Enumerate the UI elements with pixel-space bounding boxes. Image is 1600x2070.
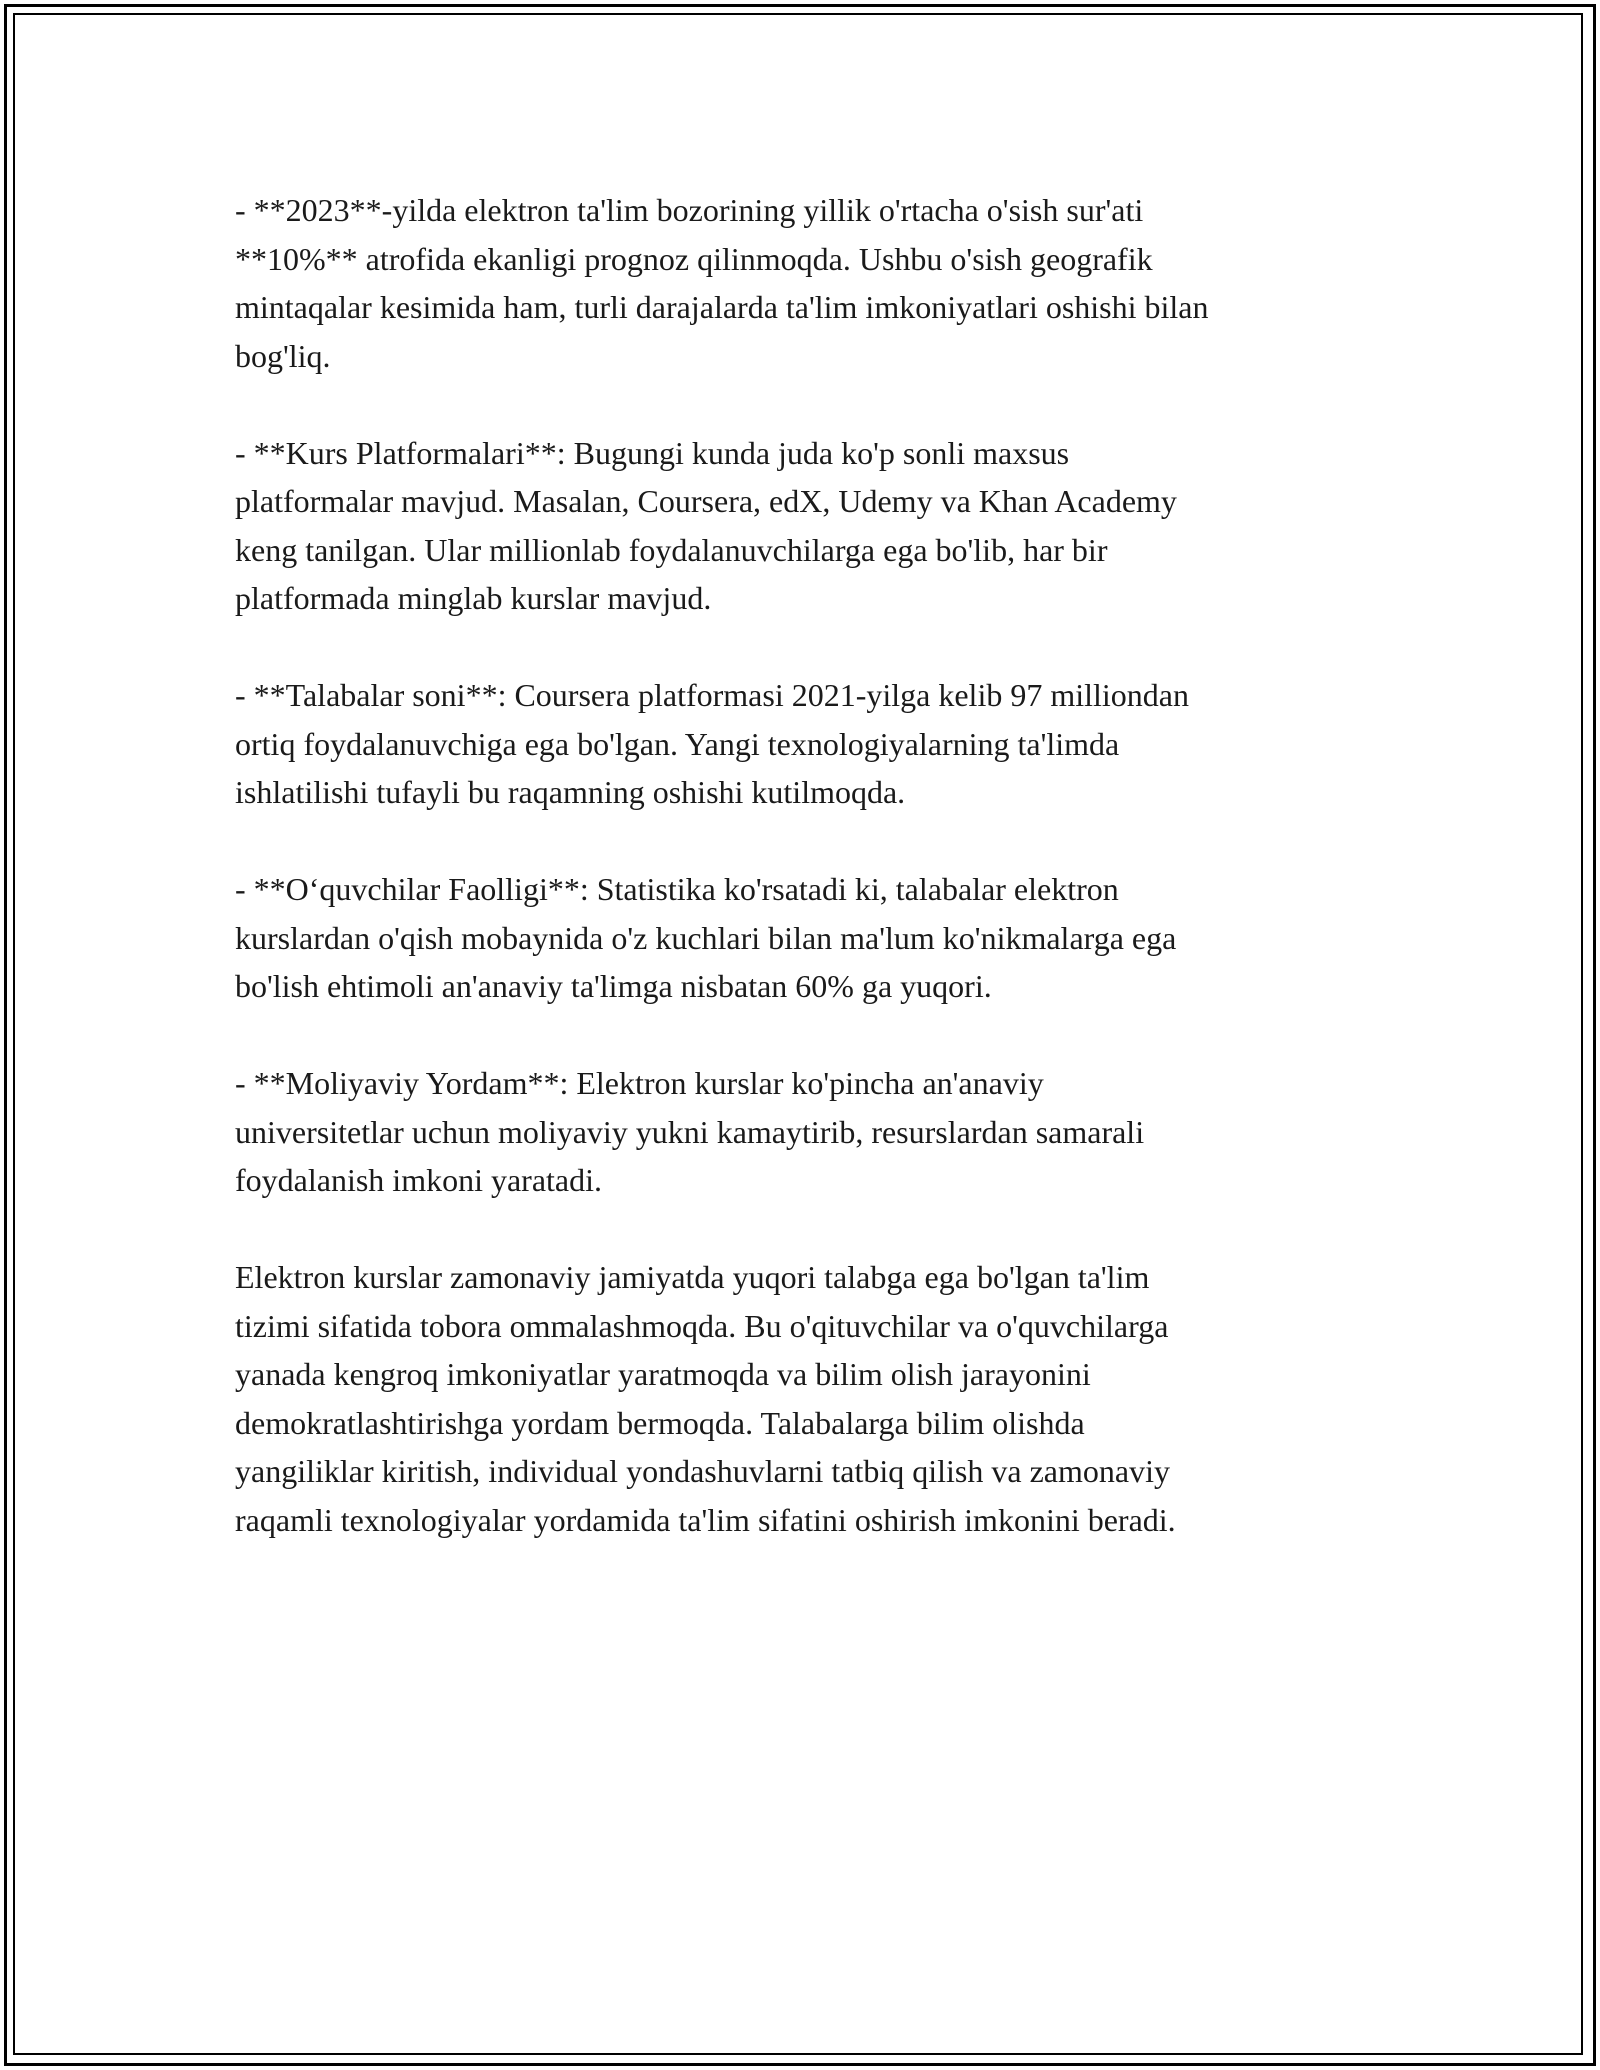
bullet-financial-aid: - **Moliyaviy Yordam**: Elektron kurslar ko'pincha an'anaviy universitetlar uchun moliyaviy yukni kamaytirib, resurslardan samarali foydalanish imkoni yaratadi. <box>235 1065 1145 1198</box>
bullet-learner-activity: - **O‘quvchilar Faolligi**: Statistika ko'rsatadi ki, talabalar elektron kurslardan o'qish mobaynida o'z kuchlari bilan ma'lum ko'nikmalarga ega bo'lish ehtimoli an'anaviy ta'limga nisbatan 60% ga yuqori. <box>235 871 1177 1004</box>
conclusion-paragraph: Elektron kurslar zamonaviy jamiyatda yuqori talabga ega bo'lgan ta'lim tizimi sifatida tobora ommalashmoqda. Bu o'qituvchilar va o'quvchilarga yanada kengroq imkoniyatlar yaratmoqda va bilim olish jarayonini demokratlashtirishga yordam bermoqda. Talabalarga bilim olishda yangiliklar kiritish, individual yondashuvlarni tatbiq qilish va zamonaviy raqamli texnologiyalar yordamida ta'lim sifatini oshirish imkonini beradi. <box>235 1259 1176 1538</box>
document-body <box>235 186 1375 1544</box>
bullet-student-count: - **Talabalar soni**: Coursera platformasi 2021-yilga kelib 97 milliondan ortiq foydalanuvchiga ega bo'lgan. Yangi texnologiyalarning ta'limda ishlatilishi tufayli bu raqamning oshishi kutilmoqda. <box>235 677 1189 810</box>
bullet-market-growth: - **2023**-yilda elektron ta'lim bozorining yillik o'rtacha o'sish sur'ati **10%** atrofida ekanligi prognoz qilinmoqda. Ushbu o'sish geografik mintaqalar kesimida ham, turli darajalarda ta'lim imkoniyatlari oshishi bilan bog'liq. <box>235 192 1209 374</box>
bullet-course-platforms: - **Kurs Platformalari**: Bugungi kunda juda ko'p sonli maxsus platformalar mavjud. Masalan, Coursera, edX, Udemy va Khan Academy keng tanilgan. Ular millionlab foydalanuvchilarga ega bo'lib, har bir platformada minglab kurslar mavjud. <box>235 434 1177 616</box>
